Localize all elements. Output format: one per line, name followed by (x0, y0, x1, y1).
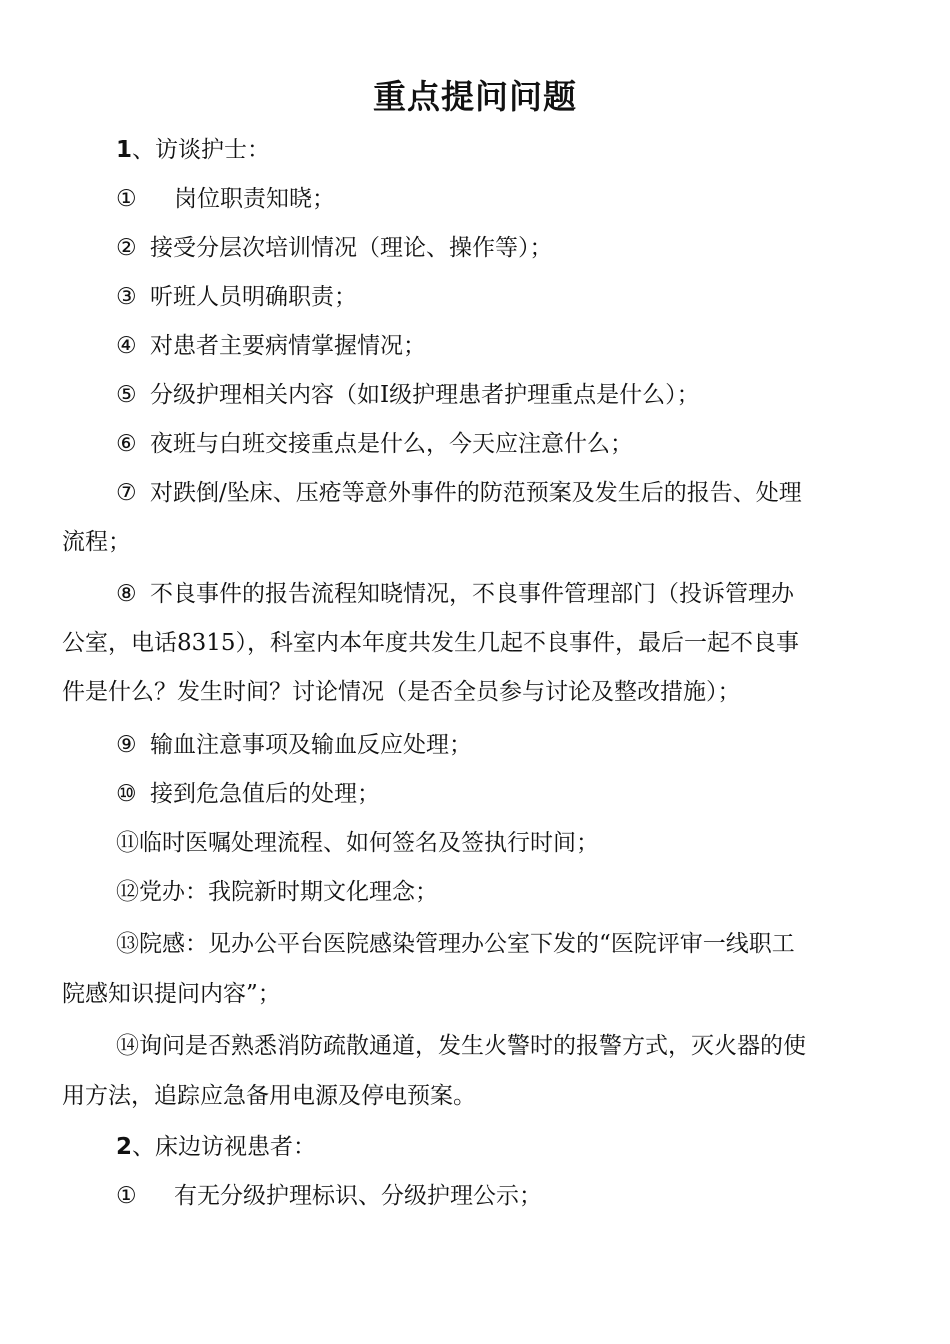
item-text: 询问是否熟悉消防疏散通道，发生火警时的报警方式，灭火器的使 (139, 1033, 806, 1059)
item-text: 分级护理相关内容（如Ⅰ级护理患者护理重点是什么）； (150, 382, 700, 408)
item-marker: ⑥ (116, 431, 137, 457)
item-marker: ⑤ (116, 382, 137, 408)
item-text: 接到危急值后的处理； (150, 781, 380, 807)
item-text: 对跌倒/坠床、压疮等意外事件的防范预案及发生后的报告、处理 (150, 480, 802, 506)
item-text: 听班人员明确职责； (150, 284, 357, 310)
item-marker: ⑭ (116, 1033, 139, 1059)
list-item-continuation: 流程； (62, 529, 131, 555)
list-item-continuation: 公室，电话8315），科室内本年度共发生几起不良事件，最后一起不良事 (62, 630, 800, 656)
item-marker: ⑫ (116, 879, 139, 905)
list-item (116, 224, 892, 273)
list-item (116, 175, 892, 224)
item-marker: ③ (116, 284, 137, 310)
item-text: 对患者主要病情掌握情况； (150, 333, 426, 359)
list-item (116, 770, 892, 819)
list-item (116, 819, 892, 868)
item-marker: ⑨ (116, 732, 137, 758)
list-item (116, 420, 892, 469)
item-marker: ⑩ (116, 781, 137, 807)
item-text: 输血注意事项及输血反应处理； (150, 732, 472, 758)
item-text: 有无分级护理标识、分级护理公示； (174, 1183, 542, 1209)
item-marker: ⑬ (116, 931, 139, 957)
list-item-continuation: 用方法，追踪应急备用电源及停电预案。 (62, 1083, 476, 1109)
item-text: 岗位职责知晓； (174, 186, 335, 212)
item-marker: ⑧ (116, 581, 137, 607)
item-text: 党办：我院新时期文化理念； (139, 879, 438, 905)
item-text: 临时医嘱处理流程、如何签名及签执行时间； (139, 830, 599, 856)
list-item (116, 868, 892, 917)
list-item-continuation: 院感知识提问内容”； (62, 981, 281, 1007)
list-item (116, 1172, 892, 1221)
list-item (116, 469, 892, 518)
section-number: 1 (116, 137, 133, 163)
item-text: 院感：见办公平台医院感染管理办公室下发的“医院评审一线职工 (139, 931, 795, 957)
list-item (116, 721, 892, 770)
section-number: 2 (116, 1134, 133, 1160)
list-item (116, 371, 892, 420)
item-text: 夜班与白班交接重点是什么，今天应注意什么； (150, 431, 633, 457)
item-marker: ⑪ (116, 830, 139, 856)
list-item (116, 920, 892, 969)
list-item (116, 322, 892, 371)
page-title: 重点提问问题 (373, 77, 577, 116)
list-item (116, 273, 892, 322)
item-marker: ④ (116, 333, 137, 359)
section-heading-text: 、床边访视患者： (132, 1134, 317, 1160)
item-marker: ② (116, 235, 137, 261)
item-marker: ① (116, 1183, 137, 1209)
list-item-continuation: 件是什么？发生时间？讨论情况（是否全员参与讨论及整改措施）； (62, 679, 741, 705)
section-heading-2 (116, 1123, 892, 1172)
item-marker: ⑦ (116, 480, 137, 506)
section-heading-1 (116, 126, 892, 175)
list-item (116, 570, 892, 619)
item-text: 不良事件的报告流程知晓情况，不良事件管理部门（投诉管理办 (150, 581, 794, 607)
section-heading-text: 、访谈护士： (132, 137, 271, 163)
item-marker: ① (116, 186, 137, 212)
item-text: 接受分层次培训情况（理论、操作等）； (150, 235, 553, 261)
list-item (116, 1022, 892, 1071)
